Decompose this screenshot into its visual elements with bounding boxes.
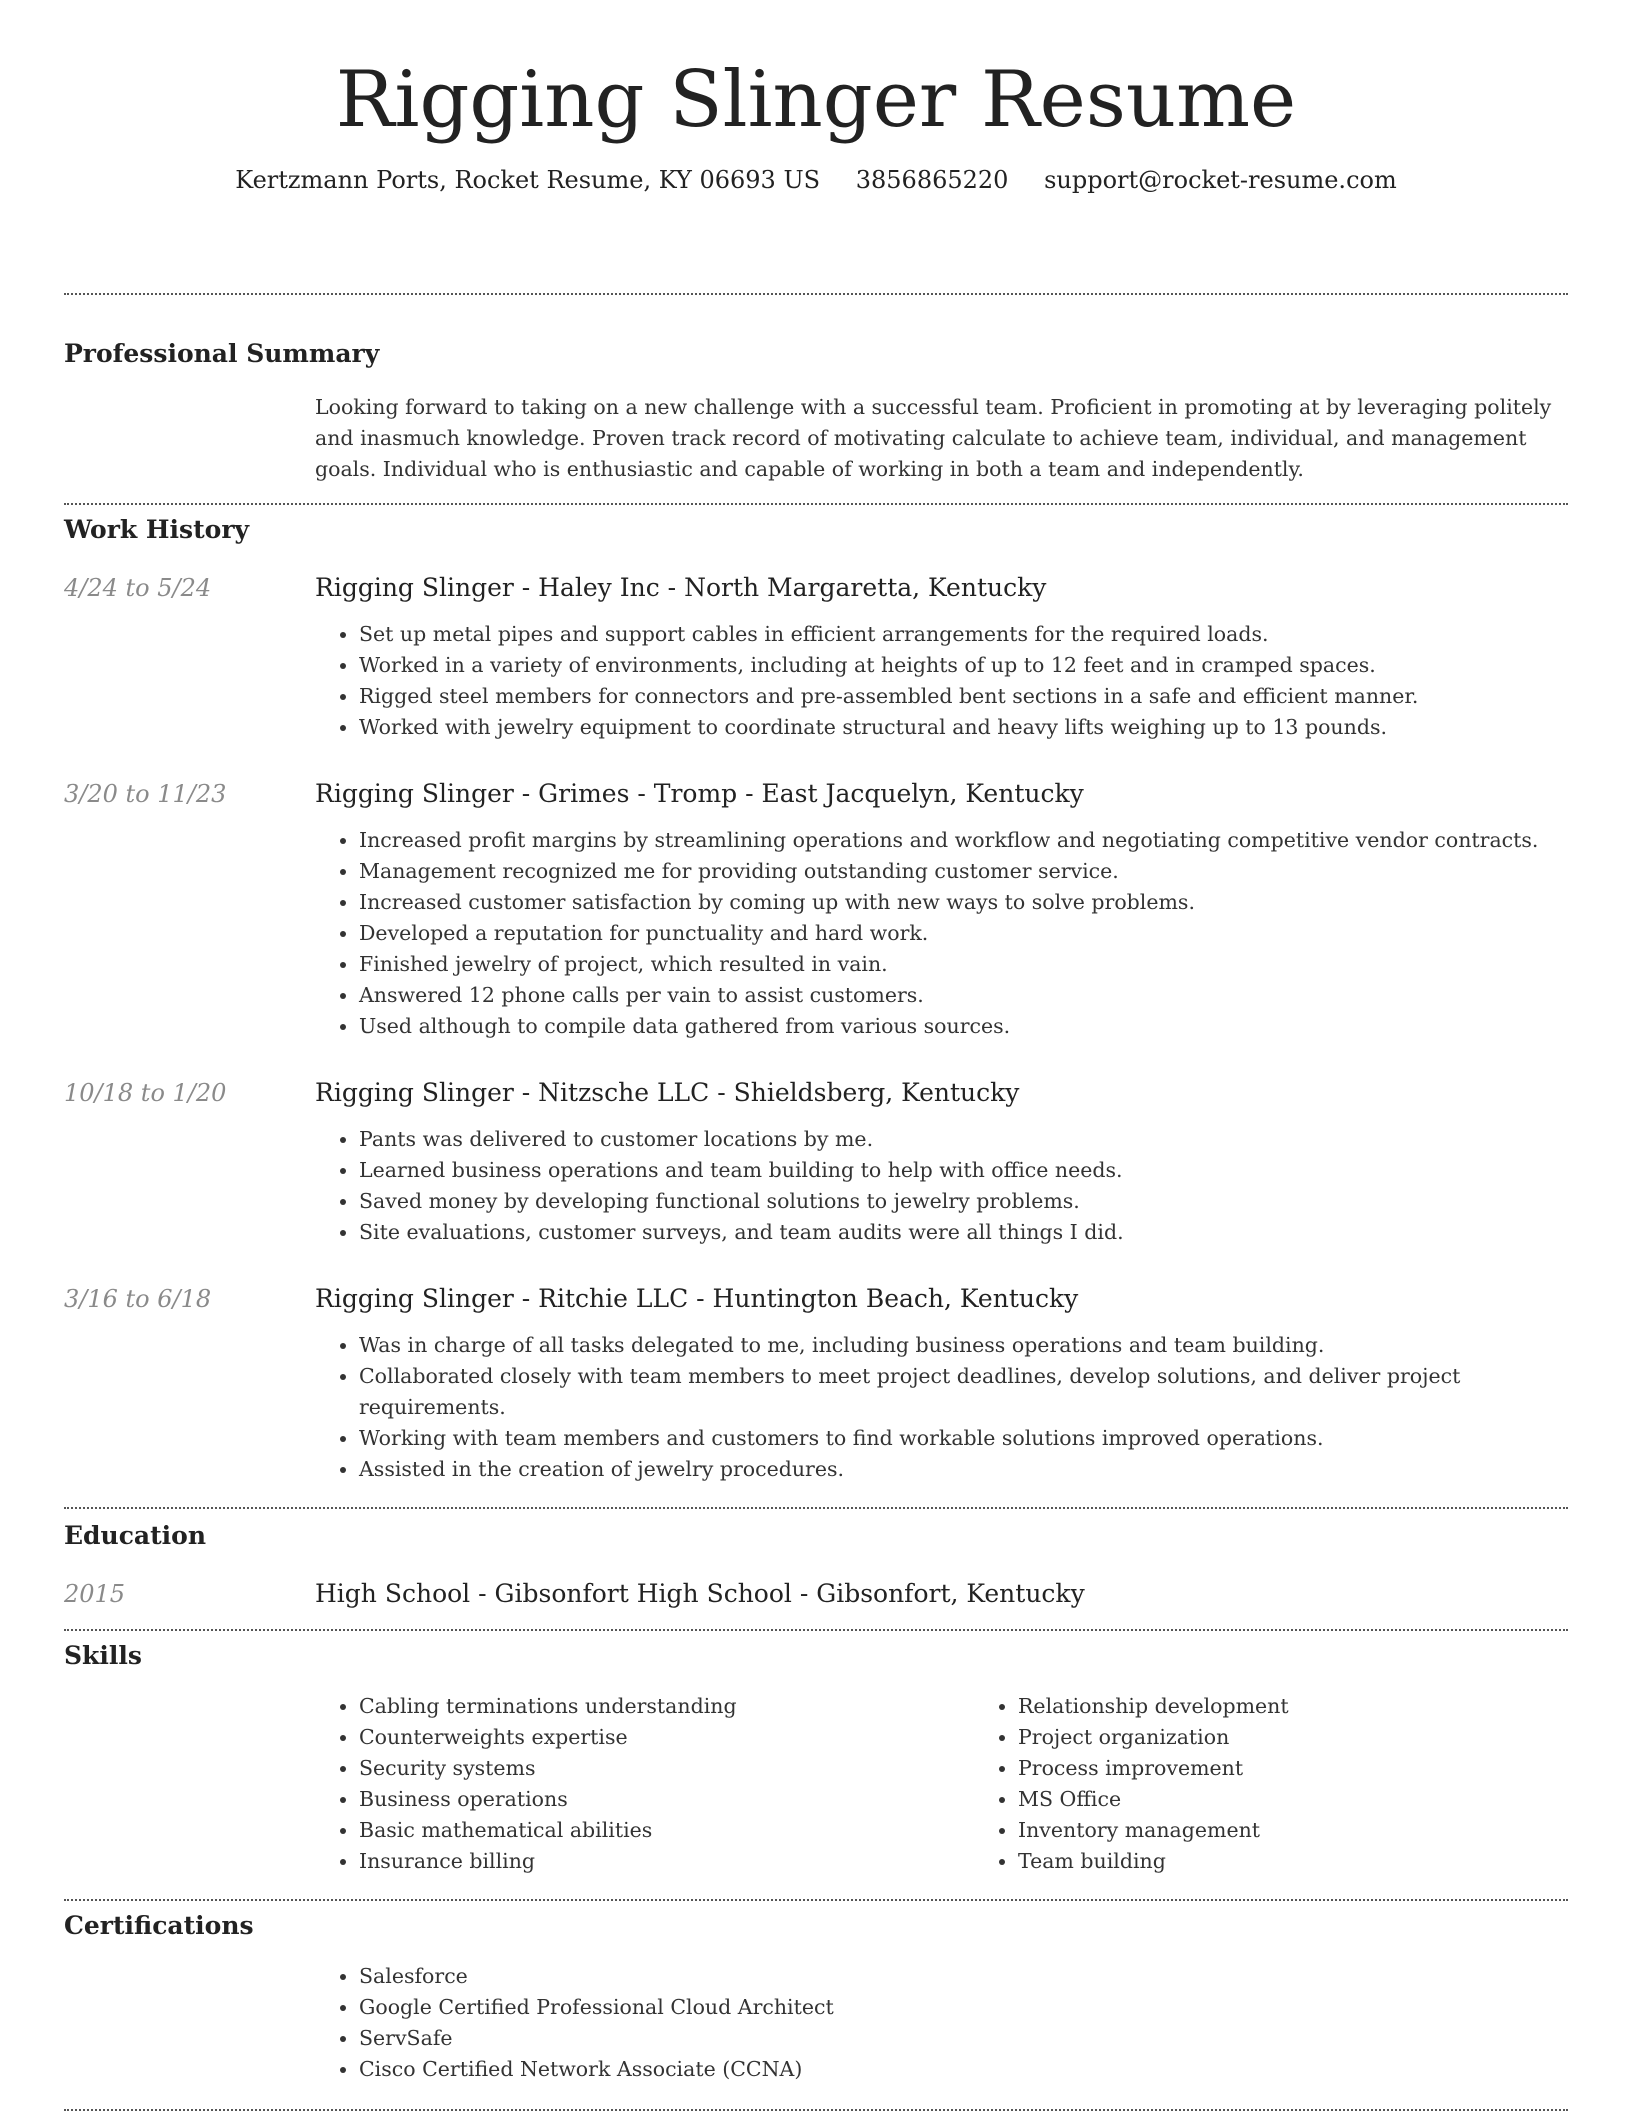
contact-address: Kertzmann Ports, Rocket Resume, KY 06693 US: [235, 166, 821, 194]
skill-item: • Team building: [1018, 1846, 1632, 1877]
skills-list-left: [315, 1691, 974, 1877]
education-entry: [64, 1577, 1568, 1611]
list-item: • Increased customer satisfaction by coming up with new ways to solve problems.: [359, 887, 1568, 918]
resume-title: Rigging Slinger Resume: [335, 55, 1297, 145]
job-entry: [64, 1282, 1568, 1485]
certifications-list: [315, 1961, 1568, 2085]
skill-item: • Security systems: [359, 1753, 974, 1784]
list-item: • Rigged steel members for connectors and pre-assembled bent sections in a safe and efficient manner.: [359, 681, 1568, 712]
job-dates: 3/16 to 6/18: [64, 1285, 212, 1313]
skills-section: [64, 1631, 1568, 1899]
skill-item: • Basic mathematical abilities: [359, 1815, 974, 1846]
contact-phone: 3856865220: [855, 166, 1009, 194]
skill-item: • Project organization: [1018, 1722, 1632, 1753]
skills-columns: [315, 1691, 1632, 1877]
list-item: • Assisted in the creation of jewelry procedures.: [359, 1454, 1568, 1485]
certification-item: • Salesforce: [359, 1961, 1568, 1992]
resume-page: [64, 0, 1568, 2111]
list-item: • Finished jewelry of project, which resulted in vain.: [359, 949, 1568, 980]
section-title-work: Work History: [64, 515, 250, 544]
work-history-section: [64, 505, 1568, 1507]
job-entry: [64, 1076, 1568, 1248]
job-dates: 10/18 to 1/20: [64, 1079, 227, 1107]
contact-email: support@rocket-resume.com: [1044, 166, 1397, 194]
job-title: Rigging Slinger - Haley Inc - North Margaretta, Kentucky: [315, 573, 1047, 602]
section-divider: [64, 2109, 1568, 2111]
summary-section: [64, 295, 1568, 503]
job-bullets: [315, 1124, 1568, 1248]
skill-item: • Business operations: [359, 1784, 974, 1815]
certification-item: • Google Certified Professional Cloud Architect: [359, 1992, 1568, 2023]
resume-header: [64, 0, 1568, 240]
skill-item: • MS Office: [1018, 1784, 1632, 1815]
contact-line: [64, 164, 1568, 196]
job-dates: 3/20 to 11/23: [64, 780, 227, 808]
job-entry: [64, 571, 1568, 743]
skill-item: • Counterweights expertise: [359, 1722, 974, 1753]
skill-item: • Inventory management: [1018, 1815, 1632, 1846]
list-item: • Worked in a variety of environments, including at heights of up to 12 feet and in cramped spaces.: [359, 650, 1568, 681]
list-item: • Increased profit margins by streamlining operations and workflow and negotiating competitive vendor contracts.: [359, 825, 1568, 856]
list-item: • Worked with jewelry equipment to coordinate structural and heavy lifts weighing up to 13 pounds.: [359, 712, 1568, 743]
certifications-section: [64, 1901, 1568, 2109]
skill-item: • Process improvement: [1018, 1753, 1632, 1784]
list-item: • Was in charge of all tasks delegated to me, including business operations and team building.: [359, 1330, 1568, 1361]
skill-item: • Relationship development: [1018, 1691, 1632, 1722]
certification-item: • ServSafe: [359, 2023, 1568, 2054]
certification-item: • Cisco Certified Network Associate (CCNA): [359, 2054, 1568, 2085]
skill-item: • Cabling terminations understanding: [359, 1691, 974, 1722]
list-item: • Saved money by developing functional solutions to jewelry problems.: [359, 1186, 1568, 1217]
skills-list-right: [974, 1691, 1632, 1877]
job-bullets: [315, 1330, 1568, 1485]
list-item: • Site evaluations, customer surveys, and team audits were all things I did.: [359, 1217, 1568, 1248]
job-bullets: [315, 619, 1568, 743]
job-entry: [64, 777, 1568, 1042]
section-title-certifications: Certifications: [64, 1911, 254, 1940]
skill-item: • Insurance billing: [359, 1846, 974, 1877]
list-item: • Working with team members and customers to find workable solutions improved operations.: [359, 1423, 1568, 1454]
section-title-skills: Skills: [64, 1641, 142, 1670]
section-title-summary: Professional Summary: [64, 339, 380, 368]
job-title: Rigging Slinger - Grimes - Tromp - East Jacquelyn, Kentucky: [315, 779, 1084, 808]
job-dates: 4/24 to 5/24: [64, 574, 212, 602]
job-title: Rigging Slinger - Nitzsche LLC - Shieldsberg, Kentucky: [315, 1078, 1020, 1107]
list-item: • Set up metal pipes and support cables in efficient arrangements for the required loads.: [359, 619, 1568, 650]
list-item: • Answered 12 phone calls per vain to assist customers.: [359, 980, 1568, 1011]
job-bullets: [315, 825, 1568, 1042]
section-title-education: Education: [64, 1521, 207, 1550]
education-title: High School - Gibsonfort High School - Gibsonfort, Kentucky: [315, 1579, 1085, 1608]
list-item: • Used although to compile data gathered from various sources.: [359, 1011, 1568, 1042]
job-title: Rigging Slinger - Ritchie LLC - Huntington Beach, Kentucky: [315, 1284, 1079, 1313]
list-item: • Collaborated closely with team members to meet project deadlines, develop solutions, and deliver project requirements.: [359, 1361, 1568, 1423]
list-item: • Developed a reputation for punctuality and hard work.: [359, 918, 1568, 949]
education-year: 2015: [64, 1580, 126, 1608]
list-item: • Management recognized me for providing outstanding customer service.: [359, 856, 1568, 887]
education-section: [64, 1509, 1568, 1629]
list-item: • Learned business operations and team building to help with office needs.: [359, 1155, 1568, 1186]
summary-text: Looking forward to taking on a new challenge with a successful team. Proficient in promoting at by leveraging politely and inasmuch knowledge. Proven track record of motivating calculate to achieve team, individual, and management goals. Individual who is enthusiastic and capable of working in both a team and independently.: [315, 395, 1552, 481]
list-item: • Pants was delivered to customer locations by me.: [359, 1124, 1568, 1155]
